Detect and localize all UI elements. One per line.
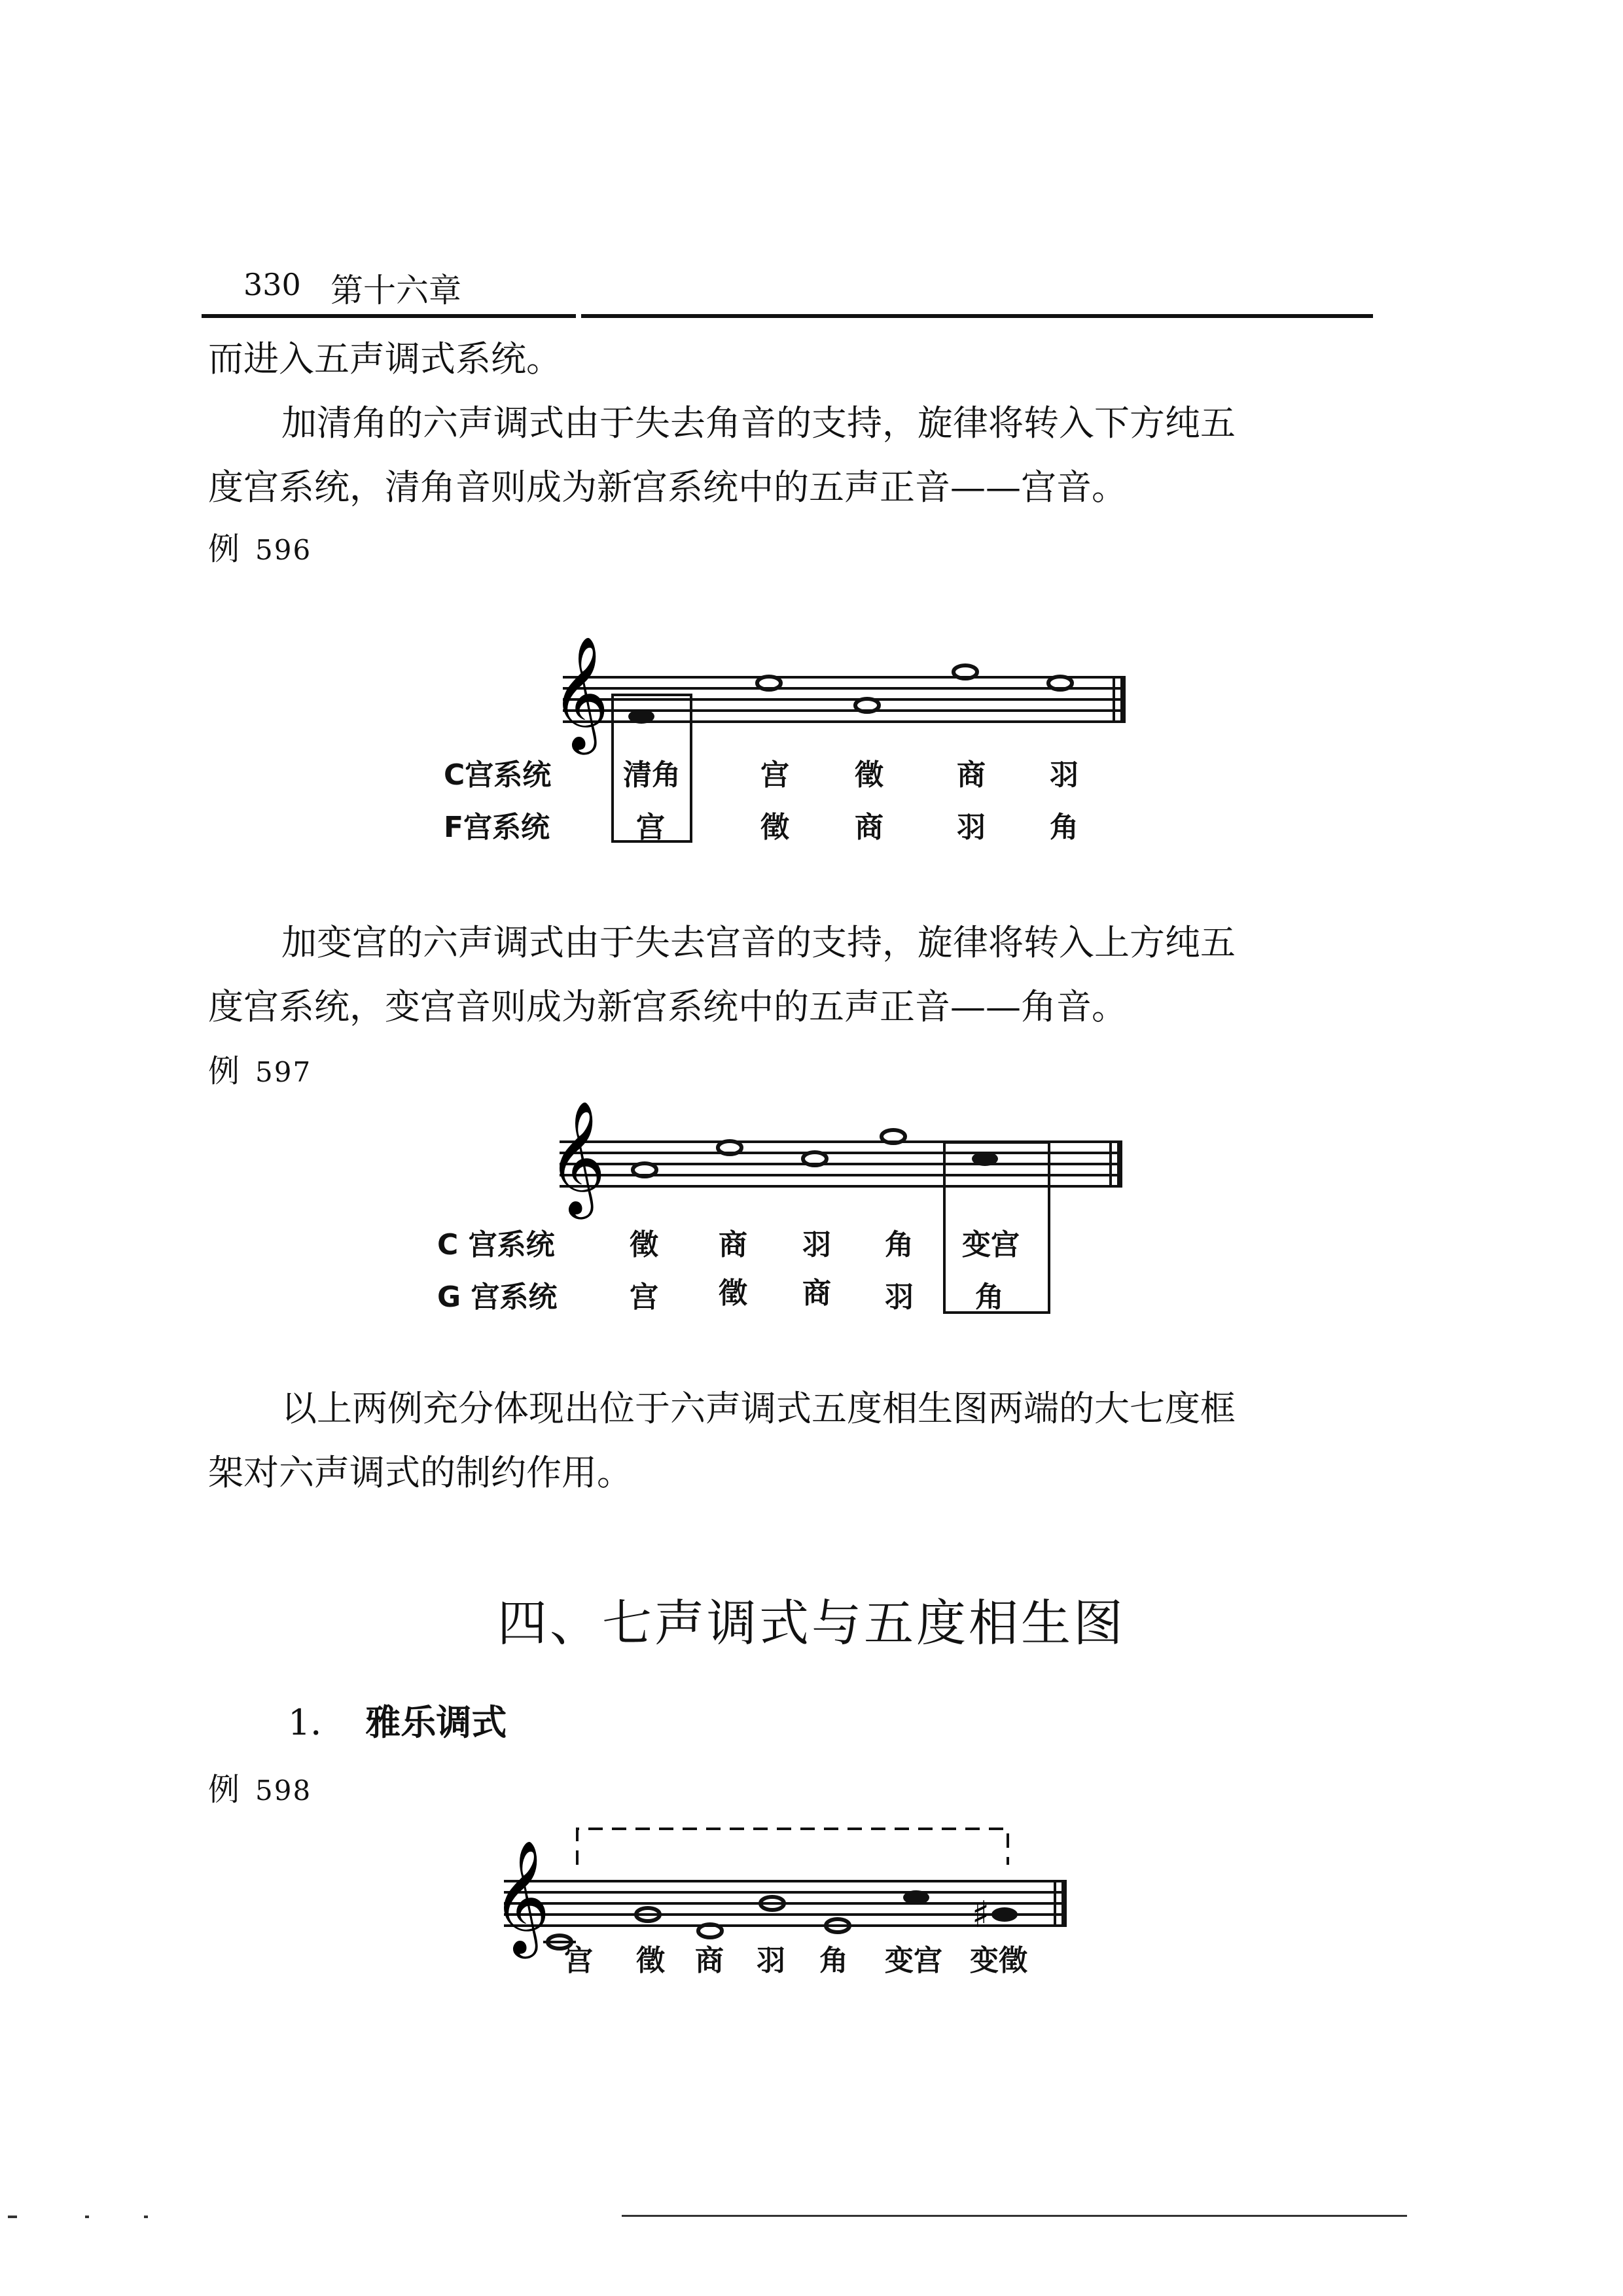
system-label-g: G 宫系统 [437,1280,558,1314]
system-label-c: C宫系统 [444,758,552,792]
note-label: 商 [802,1277,831,1310]
page-number: 330 [243,267,301,302]
footer-mark [85,2216,89,2218]
note-label: 宫 [630,1280,658,1314]
system-label-f: F宫系统 [444,811,550,844]
header-rule-gap [576,313,581,319]
treble-clef-icon: 𝄞 [551,636,609,750]
example-marker: 例 [208,1771,240,1808]
sharp-icon: ♯ [972,1894,990,1936]
note-label: 宫 [760,758,789,792]
example-597-label [208,1046,312,1091]
note-label: 清角 [623,758,681,792]
note-label: 商 [695,1944,724,1977]
note-label: 羽 [757,1944,785,1977]
paragraph-2-line-1: 加清角的六声调式由于失去角音的支持，旋律将转入下方纯五 [281,402,1236,444]
system-label-c: C 宫系统 [437,1228,555,1262]
note-label: 宫 [636,811,665,844]
note-label: 羽 [802,1228,831,1262]
note-label: 徵 [719,1277,747,1310]
example-number: 597 [255,1056,312,1088]
note-label: 羽 [1050,758,1079,792]
note-label: 变宫 [962,1228,1020,1262]
note-label: 徵 [855,758,883,792]
subsection-title [288,1695,507,1745]
paragraph-3-line-1: 加变宫的六声调式由于失去宫音的支持，旋律将转入上方纯五 [281,922,1236,963]
note-label: 宫 [564,1944,593,1977]
header-rule [202,314,1373,318]
example-marker: 例 [208,1053,240,1089]
note-label: 徵 [636,1944,665,1977]
paragraph-2 [208,391,1380,520]
paragraph-1 [208,327,1380,391]
footer-rule [622,2215,1407,2217]
treble-clef-icon: 𝄞 [548,1101,606,1214]
note-label: 商 [855,811,883,844]
section-title: 四、七声调式与五度相生图 [497,1594,1126,1652]
note-label: 角 [885,1228,914,1262]
note-label: 角 [1050,811,1079,844]
paragraph-3-line-2: 度宫系统，变宫音则成为新宫系统中的五声正音——角音。 [208,986,1127,1027]
example-596-label [208,523,312,569]
staff-example-598 [492,1812,1073,1956]
footer-mark [144,2216,148,2218]
example-number: 596 [255,534,312,566]
subsection-number: 1． [288,1702,346,1743]
subsection-heading: 雅乐调式 [365,1701,507,1743]
chapter-title: 第十六章 [330,272,461,309]
note-label: 羽 [885,1280,914,1314]
example-598-label [208,1764,312,1809]
paragraph-4-line-1: 以上两例充分体现出位于六声调式五度相生图两端的大七度框 [281,1388,1236,1429]
paragraph-4-line-2: 架对六声调式的制约作用。 [208,1452,632,1493]
note-label: 徵 [630,1228,658,1262]
note-label: 商 [719,1228,747,1262]
note-label: 角 [819,1944,848,1977]
paragraph-3 [208,911,1380,1039]
note-label: 羽 [957,811,986,844]
example-marker: 例 [208,531,240,567]
note-label: 角 [975,1280,1004,1314]
footer-mark [8,2216,17,2218]
example-number: 598 [255,1775,312,1807]
paragraph-1-line: 而进入五声调式系统。 [208,338,562,380]
note-label: 变徵 [970,1944,1027,1977]
note-label: 徵 [760,811,789,844]
paragraph-4 [208,1377,1380,1505]
note-label: 变宫 [885,1944,942,1977]
paragraph-2-line-2: 度宫系统，清角音则成为新宫系统中的五声正音——宫音。 [208,467,1127,508]
treble-clef-icon: 𝄞 [492,1840,550,1954]
note-label: 商 [957,758,986,792]
